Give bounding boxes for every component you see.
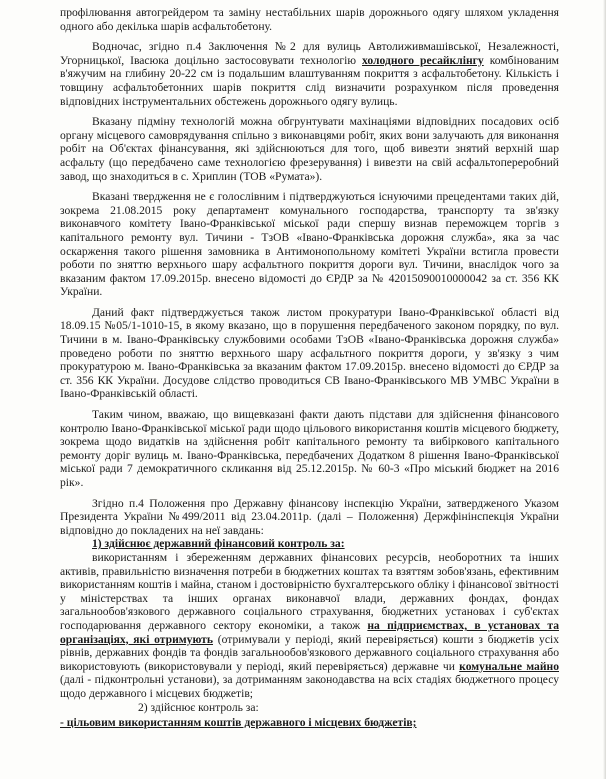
enterprises-emphasis: на підприємствах, в установах та організаціях, які отримують [60,618,559,646]
paragraph-recycling-technology [60,40,559,108]
recycling-text-start: Водночас, згідно п.4 Заключення №2 для вулиць Автолиживмашівської, Незалежності, Угорницької, Івасюка доцільно застосовувати технологію [60,40,559,67]
paragraph-control-scope [60,551,559,701]
control-scope-text-1: використанням і збереженням державних фінансових ресурсів, необоротних та інших активів, правильністю визначення потреби в бюджетних коштах та взяттям зобов'язань, ефективним використанням коштів і майна, станом і достовірністю бухгалтерського обліку і фінансової звітності у міністерствах та інших органах виконавчої влади, державних фондах, фондах загальнообов'язкового державного соціального страхування, бюджетних установах і суб'єктах господарювання державного сектору економіки, а також [60,550,559,632]
paragraph-technology-substitution: Вказану підміну технологій можна обгрунтувати махінаціями відповідних посадових осіб органу місцевого самоврядування спільно з виконавцями робіт, яких вони залучають для виконання робіт на Об'єктах фінансування, які здійснюються для того, щоб вивезти знятий верхній шар асфальту (що передбачено саме технологією фрезерування) і вивезти на свій асфальтопереробний завод, що знаходиться в с. Хриплин (ТОВ «Румата»). [60,115,559,183]
paragraph-precedents: Вказані твердження не є голослівним і підтверджуються існуючими прецедентами таких дій, зокрема 21.08.2015 року департамент комунального господарства, транспорту та зв'язку виконавчого комітету Івано-Франківської міської ради спершу визнав переможцем торгів з капітального ремонту вул. Тичини - ТзОВ «Івано-Франківська дорожня служба», яка за час оскарження такого рішення замовника в Антимонопольному комітеті України встигла провести роботи по зняттю верхнього шару асфальтного покриття дороги вул. Тичини, внаслідок чого за вказаним фактом 17.09.2015р. внесено відомості до ЄРДР за № 42015090010000042 за ст. 356 КК України. [60,190,559,299]
recycling-text-end: комбінованим в'яжучим на глибину 20-22 см із подальшим влаштуванням покриття з асфальтобетону. Кількість і товщину асфальтобетонних шарів покриття слід визначити розрахунком після проведення відповідних інструментальних обстежень дорожнього одягу вулиць. [60,53,559,108]
control-scope-text-2: (отримували у періоді, який перевіряється) кошти з бюджетів усіх рівнів, державних фондів та фондів загальнообов'язкового державного соціального страхування або використовують (використовували у періоді, який перевіряється) державне чи [60,632,559,673]
paragraph-prosecutor-letter: Даний факт підтверджується також листом прокуратури Івано-Франківської області від 18.09.15 №05/1-1010-15, в якому вказано, що в порушення передбаченого законом порядку, по вул. Тичини в м. Івано-Франківську службовими особами ТзОВ «Івано-Франківська дорожня служба» проведено роботи по зняттю верхнього шару асфальтного покриття дороги, у зв'язку з чим прокуратурою м. Івано-Франківська за вказаним фактом 17.09.2015р. внесено відомості до ЄРДР за ст. 356 КК України. Досудове слідство проводиться СВ Івано-Франківського МВ УМВС України в Івано-Франківській області. [60,305,559,401]
control-item-2: 2) здійснює контроль за: [138,700,259,714]
paragraph-regulation-reference: Згідно п.4 Положення про Державну фінансову інспекцію України, затвердженого Указом Президента України №499/2011 від 23.04.2011р. (далі – Положення) Держфінінспекція України відповідно до покладених на неї завдань: [60,496,559,537]
communal-property-emphasis: комунальне майно [459,659,559,673]
control-scope-text-3: (далі - підконтрольні установи), за дотриманням законодавства на всіх стадіях бюджетного процесу щодо державного і місцевих бюджетів; [60,673,559,700]
budget-funds-usage-item: - цільовим використанням коштів державного і місцевих бюджетів; [60,716,417,730]
paragraph-conclusion: Таким чином, вважаю, що вищевказані факти дають підстави для здійснення фінансового контролю Івано-Франківської міської ради щодо цільового використання коштів місцевого бюджету, зокрема щодо видатків на здійснення робіт капітального ремонту та вибіркового капітального ремонту доріг вулиць м. Івано-Франківська, передбачених Додатком 8 рішення Івано-Франківської міської ради 7 демократичного скликання від 25.12.2015р. № 60-3 «Про міський бюджет на 2016 рік». [60,408,559,489]
control-item-1-heading: 1) здійснює державний фінансовий контроль за: [92,537,345,551]
paragraph-intro-continuation: профілювання автогрейдером та заміну нестабільних шарів дорожнього одягу шляхом укладення одного або декілька шарів асфальтобетону. [60,6,559,33]
cold-recycling-emphasis: холодного ресайклінгу [362,53,484,67]
